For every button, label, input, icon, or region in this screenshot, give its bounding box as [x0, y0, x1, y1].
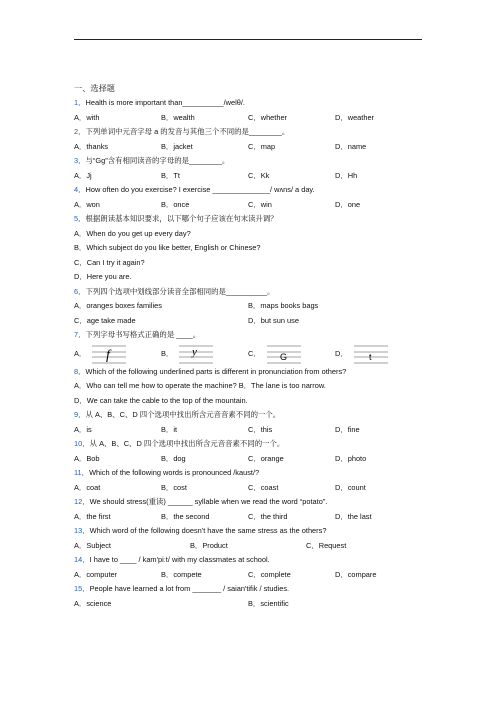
option-b[interactable]: B．maps books bags — [248, 301, 319, 310]
option-d[interactable]: D．compare — [335, 569, 377, 579]
option-a[interactable]: A．is — [74, 424, 92, 434]
options-11 — [74, 481, 434, 496]
option-b[interactable]: B．it — [161, 424, 178, 434]
question-text: ．从 A、B、C、D 四个选项中找出所含元音音素不同的一个。 — [78, 410, 281, 419]
question-text: ．从 A、B、C、D 四个选项中找出所含元音音素不同的一个。 — [82, 439, 285, 448]
options-12 — [74, 510, 434, 525]
option-d[interactable] — [248, 395, 434, 408]
question-number: 1 — [74, 98, 79, 107]
question-13 — [74, 524, 434, 539]
question-number: 11 — [74, 468, 82, 477]
option-d[interactable]: D．Here you are. — [74, 272, 132, 281]
question-text: ．根据朗读基本知识要求，以下哪个句子应该在句末读升调？ — [78, 214, 278, 223]
question-number: 6 — [74, 286, 79, 296]
letter-y: y — [192, 345, 198, 358]
option-a[interactable]: A．science — [74, 598, 112, 608]
option-a[interactable]: A．with — [74, 112, 100, 122]
options-13 — [74, 539, 434, 554]
options-1 — [74, 111, 434, 126]
option-c[interactable] — [248, 344, 335, 364]
question-text: ．Which of the following words is pronounced /kaust/? — [81, 468, 260, 477]
option-b[interactable]: B．dog — [161, 453, 186, 463]
question-number: 13 — [74, 526, 83, 535]
question-2 — [74, 125, 434, 140]
option-d[interactable]: D．Hh — [335, 170, 358, 180]
question-text: ．下列单词中元音字母 a 的发音与其他三个不同的是________。 — [78, 127, 290, 136]
option-d[interactable]: D．the last — [335, 511, 372, 521]
option-d[interactable]: D．but sun use — [248, 315, 299, 325]
option-c[interactable]: C．complete — [248, 569, 291, 579]
question-number: 15 — [74, 584, 83, 593]
options-6b — [74, 314, 434, 329]
letter-f-writing-lines — [92, 344, 126, 364]
question-8 — [74, 365, 434, 380]
option-b[interactable]: B．wealth — [161, 112, 195, 122]
letter-g: G — [279, 351, 287, 362]
question-5 — [74, 212, 434, 227]
option-label: C． — [248, 348, 261, 358]
question-text: ．Which word of the following doesn't have the same stress as the others? — [82, 526, 327, 535]
options-15 — [74, 597, 434, 612]
question-1 — [74, 96, 434, 111]
option-c[interactable]: C．coast — [248, 482, 279, 492]
question-text: ．I have to ____ / kam'piːt/ with my classmates at school. — [82, 555, 270, 564]
question-text: ．与“Gg”含有相同读音的字母的是________。 — [78, 156, 230, 165]
option-a[interactable] — [74, 344, 161, 364]
option-c[interactable]: C．whether — [248, 112, 288, 122]
question-7 — [74, 328, 434, 343]
letter-t-writing-lines — [354, 344, 388, 364]
question-11 — [74, 466, 434, 481]
option-a[interactable]: A．When do you get up every day? — [74, 228, 191, 238]
option-d[interactable]: D．photo — [335, 453, 367, 463]
option-c[interactable]: C．Can I try it again? — [74, 257, 145, 267]
options-10 — [74, 452, 434, 467]
letter-g-writing-lines — [267, 344, 301, 364]
question-text: ．We should stress(重读) ______ syllable when we read the word “potato”. — [82, 497, 328, 506]
question-15 — [74, 582, 434, 597]
letter-y-writing-lines — [179, 344, 213, 364]
option-b[interactable]: B．jacket — [161, 141, 193, 151]
option-a[interactable]: A．the first — [74, 511, 111, 521]
option-a[interactable]: A．thanks — [74, 141, 109, 151]
option-d[interactable]: D．fine — [335, 424, 360, 434]
question-text: ．下列字母书写格式正确的是 ____。 — [78, 330, 201, 339]
options-7 — [74, 343, 434, 365]
question-3 — [74, 154, 434, 169]
option-d[interactable]: D．one — [335, 199, 361, 209]
option-c[interactable]: C．orange — [248, 453, 284, 463]
question-number: 8 — [74, 366, 79, 376]
option-a[interactable]: A．oranges boxes families — [74, 301, 162, 310]
options-8-cd — [74, 394, 434, 409]
option-c[interactable]: C．the third — [248, 511, 288, 521]
question-text: ．How often do you exercise? I exercise ______________/ wʌns/ a day. — [78, 185, 315, 194]
question-text: ．Health is more important than__________/welθ/. — [78, 98, 245, 107]
option-c[interactable]: D．We can take the cable to the top of the mountain. — [74, 395, 248, 405]
options-6 — [74, 299, 434, 314]
letter-f: f — [106, 347, 111, 363]
question-6 — [74, 285, 434, 300]
option-label: B． — [161, 348, 174, 358]
option-b[interactable]: B．cost — [161, 482, 187, 492]
option-d[interactable]: D．name — [335, 141, 367, 151]
question-14 — [74, 553, 434, 568]
option-a-b[interactable]: A．Who can tell me how to operate the machine? B．The lane is too narrow. — [74, 381, 326, 390]
question-number: 10 — [74, 439, 83, 448]
exam-page — [74, 83, 434, 611]
option-d[interactable]: D．weather — [335, 112, 375, 122]
question-text: ．People have learned a lot from _______ / saian'tifik / studies. — [82, 584, 290, 593]
question-number: 7 — [74, 330, 79, 339]
question-number: 14 — [74, 555, 83, 564]
option-b[interactable]: B．the second — [161, 511, 210, 521]
letter-t: t — [368, 351, 372, 362]
option-b[interactable]: B．scientific — [248, 598, 289, 608]
section-title: 一、选择题 — [74, 84, 115, 93]
option-b[interactable]: B．Tt — [161, 170, 180, 180]
option-d[interactable]: D．count — [335, 482, 366, 492]
option-b[interactable]: B．Which subject do you like better, English or Chinese? — [74, 243, 261, 252]
option-a[interactable]: A．Jj — [74, 170, 92, 180]
option-c[interactable]: C．map — [248, 141, 276, 151]
question-text: ．下列四个选项中划线部分读音全部相同的是__________。 — [78, 286, 275, 296]
question-12 — [74, 495, 434, 510]
option-b[interactable] — [161, 344, 248, 364]
option-b[interactable]: B．Product — [190, 540, 228, 550]
question-10 — [74, 437, 434, 452]
option-a[interactable]: A．Subject — [74, 540, 111, 550]
question-text: ．Which of the following underlined parts is different in pronunciation from others? — [78, 366, 347, 376]
option-label: A． — [74, 348, 87, 358]
header-rule — [74, 39, 422, 40]
option-a[interactable]: A．coat — [74, 482, 101, 492]
option-c[interactable]: C．Request — [306, 540, 347, 550]
option-b[interactable]: B．once — [161, 199, 190, 209]
options-9 — [74, 423, 434, 438]
option-d[interactable] — [335, 344, 422, 364]
question-number: 2 — [74, 127, 79, 136]
options-14 — [74, 568, 434, 583]
question-9 — [74, 408, 434, 423]
option-a[interactable]: A．computer — [74, 569, 118, 579]
option-c[interactable]: C．age take made — [74, 315, 136, 325]
option-c[interactable]: C．this — [248, 424, 273, 434]
options-3 — [74, 169, 434, 184]
question-number: 9 — [74, 410, 79, 419]
option-a[interactable]: A．Bob — [74, 453, 100, 463]
question-number: 3 — [74, 156, 79, 165]
option-b[interactable]: B．compete — [161, 569, 202, 579]
option-label: D． — [335, 348, 348, 358]
options-2 — [74, 140, 434, 155]
option-c[interactable]: C．win — [248, 199, 272, 209]
options-4 — [74, 198, 434, 213]
question-number: 4 — [74, 185, 79, 194]
question-number: 5 — [74, 214, 79, 223]
question-number: 12 — [74, 497, 83, 506]
question-4 — [74, 183, 434, 198]
option-a[interactable]: A．won — [74, 199, 100, 209]
option-c[interactable]: C．Kk — [248, 170, 270, 180]
